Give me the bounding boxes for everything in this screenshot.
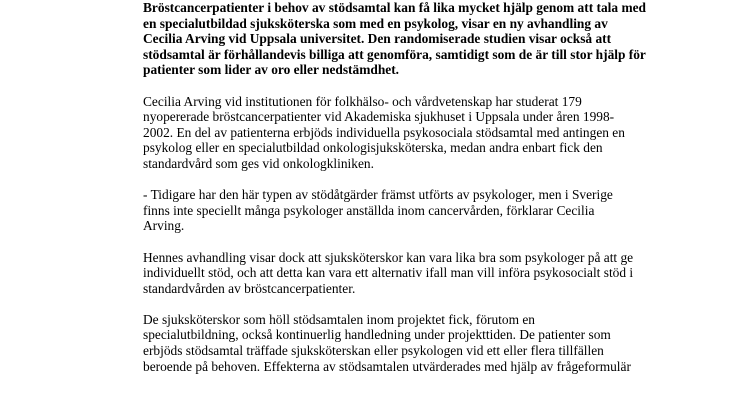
- body-paragraph: [143, 250, 728, 297]
- text-line: specialutbildning, också kontinuerlig handledning under projekttiden. De patienter som: [143, 327, 611, 343]
- text-line: erbjöds stödsamtal träffade sjuksköterskan eller psykologen vid ett eller flera tillfällen: [143, 343, 604, 359]
- text-line: Arving.: [143, 218, 185, 234]
- text-line: patienter som lider av oro eller nedstämdhet.: [143, 62, 400, 78]
- body-paragraph: [143, 312, 728, 374]
- body-paragraph: [143, 94, 728, 172]
- text-line: finns inte speciellt många psykologer anställda inom cancervården, förklarar Cecilia: [143, 202, 595, 218]
- lead-paragraph: [143, 0, 728, 78]
- text-line: beroende på behoven. Effekterna av stödsamtalen utvärderades med hjälp av frågeformulär: [143, 358, 631, 374]
- text-line: standardvård som ges vid onkologkliniken.: [143, 155, 374, 171]
- text-line: psykolog eller en specialutbildad onkologisjuksköterska, medan andra enbart fick den: [143, 140, 603, 156]
- document-body: [143, 0, 728, 390]
- text-line: individuellt stöd, och att detta kan vara ett alternativ ifall man vill införa psykosocialt stöd i: [143, 265, 634, 281]
- text-line: standardvården av bröstcancerpatienter.: [143, 280, 356, 296]
- text-line: stödsamtal är förhållandevis billiga att genomföra, samtidigt som de är till stor hjälp för: [143, 46, 646, 62]
- text-line: Bröstcancerpatienter i behov av stödsamtal kan få lika mycket hjälp genom att tala med: [143, 0, 646, 15]
- text-line: nyopererade bröstcancerpatienter vid Akademiska sjukhuset i Uppsala under åren 1998-: [143, 109, 615, 125]
- body-paragraph: [143, 187, 728, 234]
- text-line: Cecilia Arving vid Uppsala universitet. Den randomiserade studien visar också att: [143, 31, 612, 47]
- text-line: De sjuksköterskor som höll stödsamtalen inom projektet fick, förutom en: [143, 311, 535, 327]
- text-line: en specialutbildad sjuksköterska som med en psykolog, visar en ny avhandling av: [143, 15, 608, 31]
- text-line: - Tidigare har den här typen av stödåtgärder främst utförts av psykologer, men i Sverige: [143, 187, 613, 203]
- text-line: 2002. En del av patienterna erbjöds individuella psykosociala stödsamtal med antingen en: [143, 124, 625, 140]
- text-line: Hennes avhandling visar dock att sjuksköterskor kan vara lika bra som psykologer på att ge: [143, 249, 634, 265]
- text-line: Cecilia Arving vid institutionen för folkhälso- och vårdvetenskap har studerat 179: [143, 93, 582, 109]
